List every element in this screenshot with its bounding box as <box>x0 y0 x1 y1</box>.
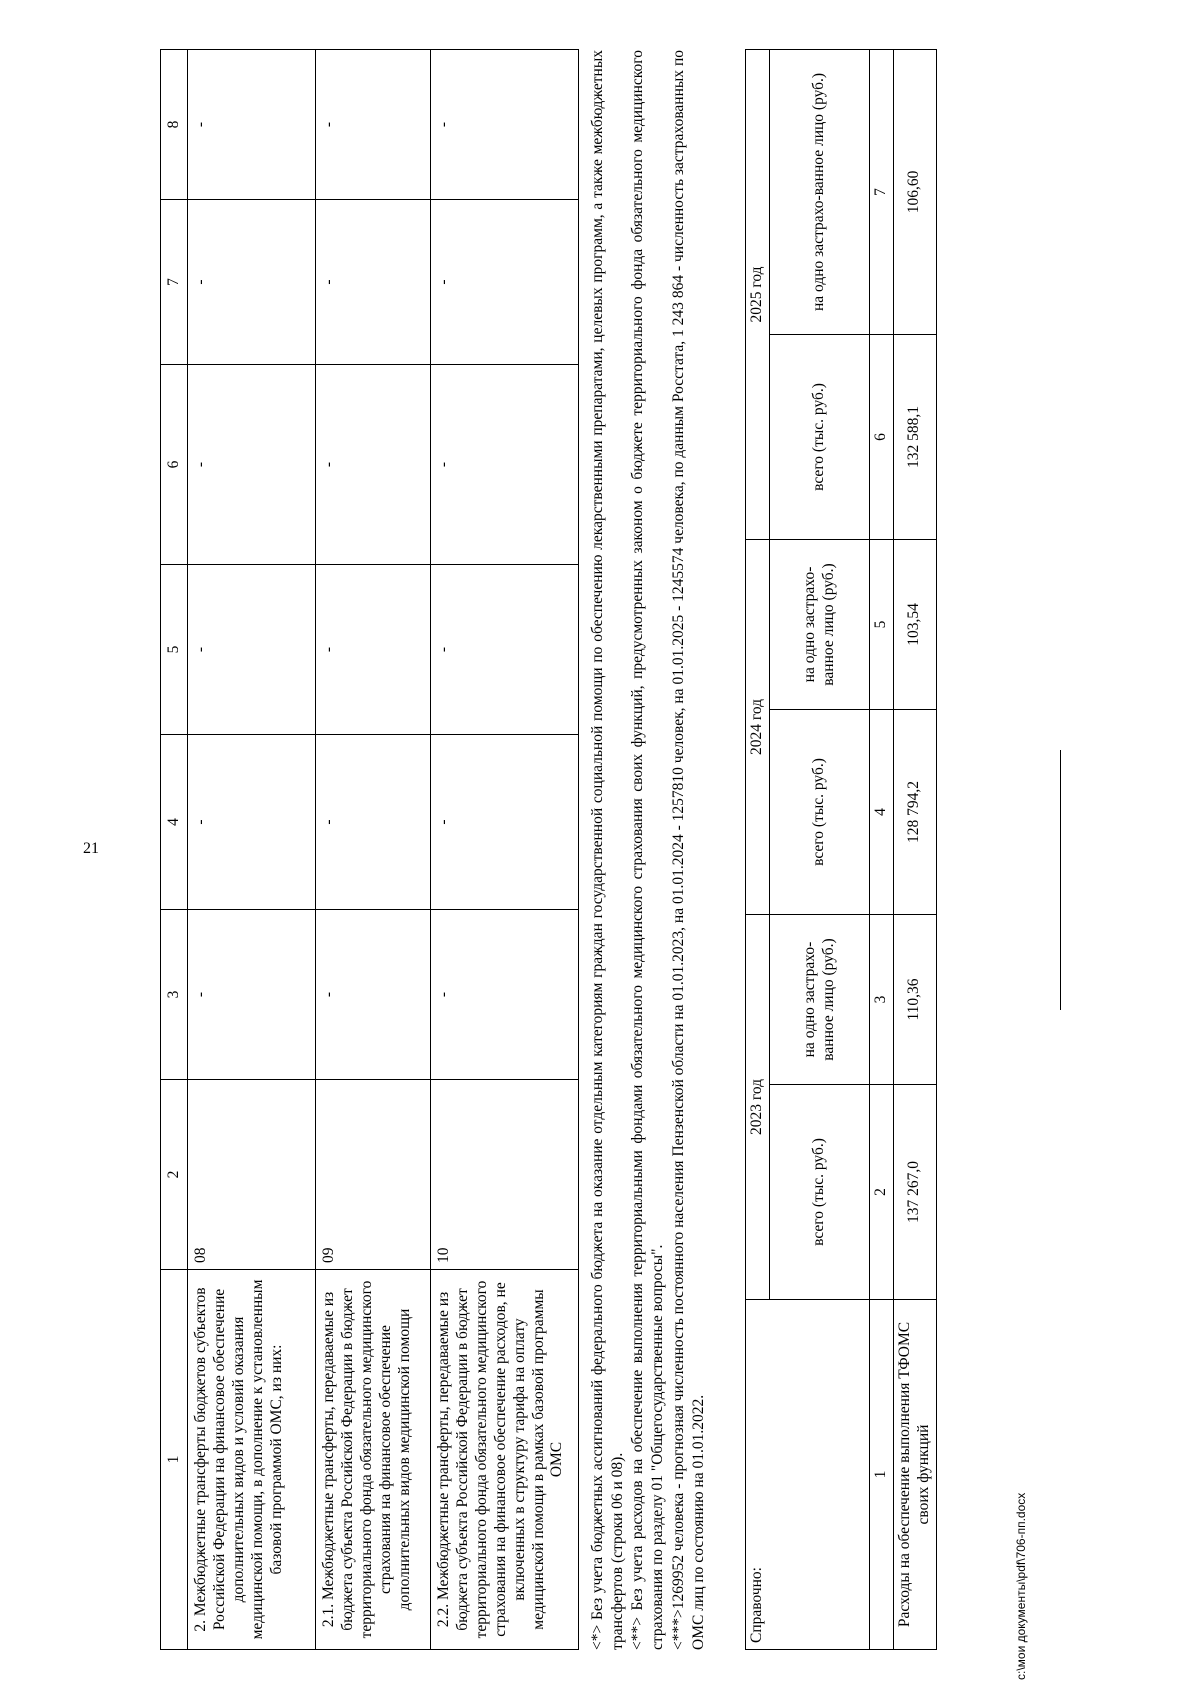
row-name: 2.2. Межбюджетные трансферты, передаваемые из бюджета субъекта Российской Федерации в бюджет территориального фонда обязательного медицинского страхования на финансовое обеспечение расходов, не включенных в структуру тарифа на оплату медицинской помощи в рамках базовой программы ОМС <box>431 1270 579 1650</box>
header-cell: 1 <box>161 1270 188 1650</box>
column-header: на одно застрахо-ванное лицо (руб.) <box>770 49 870 334</box>
header-cell: 3 <box>161 910 188 1080</box>
row-code: 10 <box>431 1080 579 1270</box>
cell-value: - <box>188 565 316 735</box>
cell-value: 137 267,0 <box>893 1085 936 1300</box>
header-cell: 5 <box>161 565 188 735</box>
year-header: 2024 год <box>746 539 770 914</box>
header-cell: 8 <box>161 50 188 200</box>
column-number: 4 <box>870 709 894 914</box>
cell-value: 132 588,1 <box>893 334 936 539</box>
table-header-row <box>161 50 188 1650</box>
reference-table <box>745 49 937 1650</box>
footer-file-path: c:\мои документы\pdf\706-пп.docx <box>1014 1492 1028 1680</box>
cell-value: - <box>316 200 431 365</box>
rotated-landscape-sheet <box>160 50 1060 1650</box>
header-cell: 4 <box>161 735 188 910</box>
footnote-divider <box>578 1490 579 1650</box>
end-rule <box>1060 750 1061 1010</box>
header-cell: 7 <box>161 200 188 365</box>
cell-value: - <box>316 365 431 565</box>
cell-value: - <box>316 565 431 735</box>
row-name: Расходы на обеспечение выполнения ТФОМС своих функций <box>893 1300 936 1650</box>
column-header: всего (тыс. руб.) <box>770 1085 870 1300</box>
row-code: 08 <box>188 1080 316 1270</box>
table-row <box>431 50 579 1650</box>
cell-value: - <box>431 735 579 910</box>
cell-value: - <box>188 50 316 200</box>
cell-value: - <box>188 200 316 365</box>
cell-value: 106,60 <box>893 49 936 334</box>
column-number: 3 <box>870 914 894 1084</box>
footnote: <*> Без учета бюджетных ассигнований федерального бюджета на оказание отдельным категориям граждан государственной социальной помощи по обеспечению лекарственными препаратами, целевых программ, а также межбюджетных трансфертов (строки 06 и 08). <box>589 50 627 1650</box>
table-row <box>316 50 431 1650</box>
cell-value: - <box>431 910 579 1080</box>
footnote: <**> Без учета расходов на обеспечение выполнения территориальными фондами обязательного медицинского страхования своих функций, предусмотренных законом о бюджете территориального фонда обязательного медицинского страхования по разделу 01 "Общегосударственные вопросы". <box>629 50 667 1650</box>
cell-value: - <box>316 50 431 200</box>
header-cell: 6 <box>161 365 188 565</box>
cell-value: 103,54 <box>893 539 936 709</box>
cell-value: - <box>188 735 316 910</box>
year-header: 2025 год <box>746 49 770 539</box>
cell-value: - <box>431 565 579 735</box>
cell-value: 110,36 <box>893 914 936 1084</box>
column-header: на одно застрахо-ванное лицо (руб.) <box>770 914 870 1084</box>
cell-value: - <box>431 365 579 565</box>
page-number: 21 <box>83 840 99 857</box>
cell-value: - <box>431 200 579 365</box>
row-name: 2. Межбюджетные трансферты бюджетов субъектов Российской Федерации на финансовое обеспечение дополнительных видов и условий оказания медицинской помощи, в дополнение к установленным базовой программой ОМС, из них: <box>188 1270 316 1650</box>
column-number: 6 <box>870 334 894 539</box>
main-table <box>160 49 579 1650</box>
reference-label: Справочно: <box>746 1300 870 1650</box>
column-header: всего (тыс. руб.) <box>770 709 870 914</box>
footnote: <***>1269952 человека - прогнозная численность постоянного населения Пензенской области на 01.01.2023, на 01.01.2024 - 1257810 человек, на 01.01.2025 - 1245574 человека, по данным Росстата, 1 243 864 - численность застрахованных по ОМС лиц по состоянию на 01.01.2022. <box>669 50 707 1650</box>
footnotes <box>588 50 709 1650</box>
column-number: 7 <box>870 49 894 334</box>
column-header: на одно застрахо-ванное лицо (руб.) <box>770 539 870 709</box>
cell-value: - <box>188 910 316 1080</box>
table-row <box>188 50 316 1650</box>
header-cell: 2 <box>161 1080 188 1270</box>
cell-value: - <box>316 735 431 910</box>
year-header: 2023 год <box>746 914 770 1299</box>
cell-value: - <box>188 365 316 565</box>
table-row <box>893 49 936 1649</box>
cell-value: - <box>431 50 579 200</box>
column-header: всего (тыс. руб.) <box>770 334 870 539</box>
row-name: 2.1. Межбюджетные трансферты, передаваемые из бюджета субъекта Российской Федерации в бюджет территориального фонда обязательного медицинского страхования на финансовое обеспечение дополнительных видов медицинской помощи <box>316 1270 431 1650</box>
column-number: 5 <box>870 539 894 709</box>
column-number: 2 <box>870 1085 894 1300</box>
cell-value: - <box>316 910 431 1080</box>
cell-value: 128 794,2 <box>893 709 936 914</box>
footer <box>1014 1380 1048 1680</box>
row-code: 09 <box>316 1080 431 1270</box>
column-number: 1 <box>870 1300 894 1650</box>
